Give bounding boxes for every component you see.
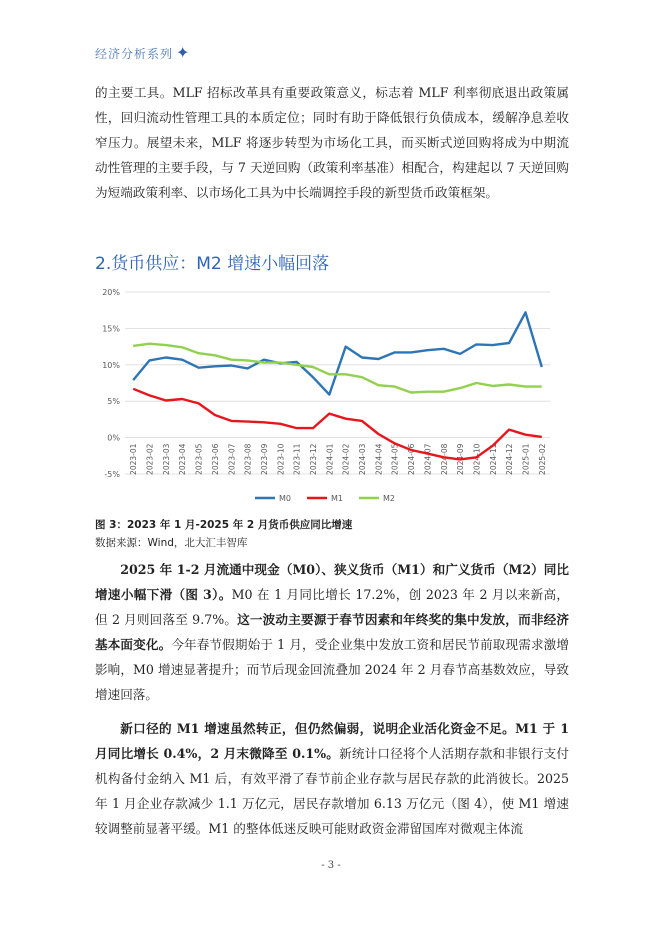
legend-label-m1: M1 [331,494,343,503]
y-tick-label: 5% [107,397,120,407]
y-tick-label: 0% [107,433,120,443]
x-tick-label: 2023-12 [308,443,318,475]
x-tick-label: 2023-11 [292,443,302,475]
x-tick-label: 2024-08 [439,443,449,475]
money-supply-chart [95,280,565,512]
x-tick-label: 2025-02 [537,443,547,475]
paragraph-m0-bold-cause: 这一波动主要源于春节因素和年终奖的集中发放，而非经济基本面变化。 [95,612,569,652]
x-tick-label: 2023-02 [145,443,155,475]
x-tick-label: 2023-03 [161,443,171,475]
x-tick-label: 2023-07 [227,443,237,475]
legend-label-m2: M2 [383,494,395,503]
x-tick-label: 2023-09 [259,443,269,475]
page-number: - 3 - [321,860,341,871]
x-tick-label: 2024-03 [358,443,368,475]
figure-caption: 图 3：2023 年 1 月-2025 年 2 月货币供应同比增速 [95,519,353,531]
y-tick-label: -5% [104,470,120,479]
x-tick-label: 2024-04 [374,443,384,475]
paragraph-m0 [95,557,569,707]
paragraph-m1-text: 新统计口径将个人活期存款和非银行支付机构备付金纳入 M1 后，有效平滑了春节前企业存款与居民存款的此消彼长。2025 年 1 月企业存款减少 1.1 万亿元，居民存款增加 6.13 万亿元（图 4），使 M1 增速较调整前显著平缓。M1 的整体低迷反映可能财政资金滞留国库对微观主体流 [95,746,570,836]
series-title: 经济分析系列 [95,47,174,61]
paragraph-m0-text: M0 在 1 月同比增长 17.2%，创 2023 年 2 月以来新高，但 2 月则回落至 9.7%。 [95,587,569,627]
y-tick-label: 10% [102,360,120,370]
legend-label-m0: M0 [279,494,291,503]
paragraph-m0-bold-lead: 2025 年 1-2 月流通中现金（M0）、狭义货币（M1）和广义货币（M2）同比增速小幅下滑（图 3）。 [95,562,569,602]
x-tick-label: 2024-05 [390,443,400,475]
x-tick-label: 2024-12 [505,443,515,475]
x-tick-label: 2024-07 [423,443,433,475]
paragraph-m1 [95,716,569,841]
x-tick-label: 2024-02 [341,443,351,475]
section-title: 2.货币供应：M2 增速小幅回落 [95,254,330,274]
x-tick-label: 2024-06 [407,443,417,475]
x-tick-label: 2025-01 [521,443,531,475]
figure-source: 数据来源：Wind，北大汇丰智库 [95,537,248,549]
x-tick-label: 2023-10 [276,443,286,475]
x-tick-label: 2023-05 [194,443,204,475]
intro-paragraph: 的主要工具。MLF 招标改革具有重要政策意义，标志着 MLF 利率彻底退出政策属性，回归流动性管理工具的本质定位；同时有助于降低银行负债成本，缓解净息差收窄压力。展望未来，MLF 将逐步转型为市场化工具，而买断式逆回购将成为中期流动性管理的主要手段，与 7 天逆回购（政策利率基准）相配合，构建起以 7 天逆回购为短端政策利率、以市场化工具为中长端调控手段的新型货币政策框架。 [95,85,569,200]
x-tick-label: 2023-08 [243,443,253,475]
paragraph-m1-bold-lead: 新口径的 M1 增速虽然转正，但仍然偏弱，说明企业活化资金不足。M1 于 1 月同比增长 0.4%，2 月末微降至 0.1%。 [95,721,569,761]
x-tick-label: 2023-01 [129,443,139,475]
x-tick-label: 2024-10 [472,443,482,475]
series-line-m0 [133,312,542,394]
y-tick-label: 20% [102,288,120,297]
x-tick-label: 2023-06 [210,443,220,475]
paragraph-m0-detail: 今年春节假期始于 1 月，受企业集中发放工资和居民节前取现需求激增影响，M0 增速显著提升；而节后现金回流叠加 2024 年 2 月春节高基数效应，导致增速回落。 [95,637,569,702]
series-header [95,43,190,62]
star-icon: ✦ [176,43,191,62]
x-tick-label: 2023-04 [178,443,188,475]
x-tick-label: 2024-01 [325,443,335,475]
x-tick-label: 2024-11 [488,443,498,475]
y-tick-label: 15% [102,324,120,334]
x-tick-label: 2024-09 [456,443,466,475]
